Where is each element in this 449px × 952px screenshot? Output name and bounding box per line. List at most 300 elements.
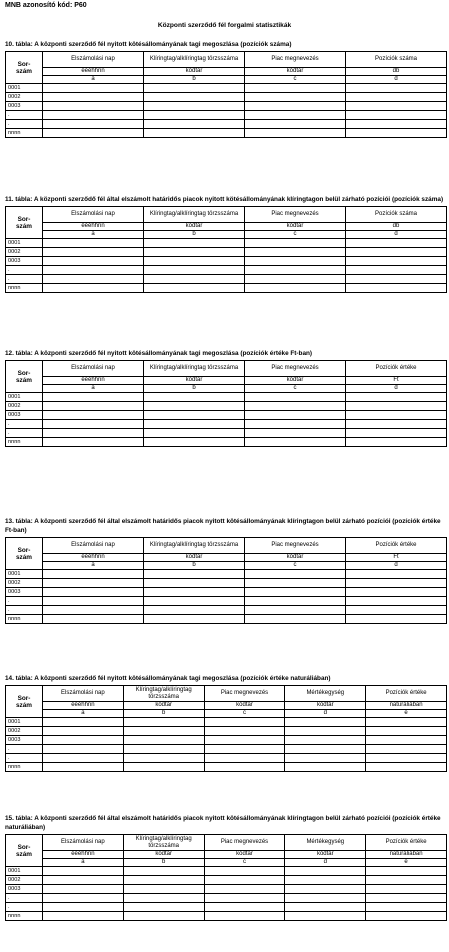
data-cell (43, 718, 124, 727)
data-cell (144, 284, 245, 293)
data-cell (366, 894, 447, 903)
data-cell (366, 876, 447, 885)
data-cell (43, 579, 144, 588)
row-number: . (6, 606, 43, 615)
data-cell (43, 903, 124, 912)
column-letter: a (43, 76, 144, 84)
data-cell (346, 239, 447, 248)
data-cell (346, 266, 447, 275)
column-type: kódtár (285, 702, 366, 710)
table-section-13 (5, 517, 445, 624)
column-letter: c (245, 385, 346, 393)
data-cell (346, 129, 447, 138)
column-header: Pozíciók értéke (366, 835, 447, 851)
data-cell (123, 754, 204, 763)
table-row (6, 727, 447, 736)
data-cell (245, 570, 346, 579)
data-cell (346, 429, 447, 438)
column-letter: d (346, 562, 447, 570)
column-type: kódtár (144, 68, 245, 76)
column-type: kódtár (204, 851, 285, 859)
data-cell (346, 420, 447, 429)
row-number: 0003 (6, 102, 43, 111)
data-cell (43, 84, 144, 93)
row-number: . (6, 745, 43, 754)
data-cell (245, 579, 346, 588)
table-section-14 (5, 674, 445, 772)
data-cell (366, 903, 447, 912)
data-table (5, 834, 447, 921)
sorszam-bottom: szám (16, 376, 32, 384)
table-section-11 (5, 195, 445, 293)
data-cell (204, 763, 285, 772)
data-cell (245, 606, 346, 615)
column-letter: a (43, 562, 144, 570)
data-cell (123, 763, 204, 772)
row-number: nnnn (6, 615, 43, 624)
column-letter: e (366, 710, 447, 718)
table-row (6, 275, 447, 284)
data-cell (43, 429, 144, 438)
column-header: Piac megnevezés (245, 538, 346, 554)
data-table (5, 360, 447, 447)
data-cell (43, 588, 144, 597)
data-cell (144, 597, 245, 606)
row-number: 0002 (6, 727, 43, 736)
table-row (6, 438, 447, 447)
column-letter: d (346, 385, 447, 393)
main-title: Központi szerződő fél forgalmi statisztikák (157, 22, 292, 29)
sorszam-bottom: szám (16, 701, 32, 709)
column-type: naturáliában (366, 702, 447, 710)
table-row (6, 867, 447, 876)
data-cell (366, 745, 447, 754)
data-cell (245, 248, 346, 257)
data-cell (43, 736, 124, 745)
table-row (6, 903, 447, 912)
row-number: . (6, 894, 43, 903)
row-number: 0003 (6, 885, 43, 894)
data-cell (346, 615, 447, 624)
table-section-12 (5, 349, 445, 447)
column-letter: a (43, 710, 124, 718)
data-cell (43, 570, 144, 579)
column-letter: c (245, 76, 346, 84)
data-cell (285, 763, 366, 772)
row-number: . (6, 120, 43, 129)
column-letter: c (204, 859, 285, 867)
column-letter: c (245, 231, 346, 239)
sorszam-header (6, 835, 43, 867)
data-table (5, 51, 447, 138)
data-cell (245, 257, 346, 266)
column-type: kódtár (144, 223, 245, 231)
data-cell (346, 93, 447, 102)
data-cell (123, 718, 204, 727)
data-cell (245, 120, 346, 129)
column-header: Elszámolási nap (43, 686, 124, 702)
column-letter: b (144, 76, 245, 84)
column-header: Piac megnevezés (245, 52, 346, 68)
row-number: . (6, 597, 43, 606)
data-cell (204, 718, 285, 727)
column-header: Pozíciók értéke (366, 686, 447, 702)
sorszam-header (6, 207, 43, 239)
table-row (6, 736, 447, 745)
data-cell (285, 736, 366, 745)
table-row (6, 120, 447, 129)
column-type: kódtár (123, 851, 204, 859)
column-letter: d (346, 231, 447, 239)
column-letter: a (43, 859, 124, 867)
column-type: naturáliában (366, 851, 447, 859)
data-table (5, 537, 447, 624)
data-table (5, 685, 447, 772)
data-cell (123, 885, 204, 894)
data-cell (204, 876, 285, 885)
table-row (6, 429, 447, 438)
table-row (6, 912, 447, 921)
sorszam-header (6, 686, 43, 718)
data-cell (285, 894, 366, 903)
data-cell (245, 588, 346, 597)
data-cell (43, 438, 144, 447)
table-row (6, 84, 447, 93)
data-cell (43, 248, 144, 257)
table-row (6, 763, 447, 772)
sorszam-top: Sor- (17, 215, 31, 223)
data-cell (43, 420, 144, 429)
data-cell (245, 129, 346, 138)
column-header: Elszámolási nap (43, 207, 144, 223)
data-cell (245, 266, 346, 275)
row-number: nnnn (6, 763, 43, 772)
row-number: . (6, 754, 43, 763)
column-type: kódtár (245, 223, 346, 231)
data-cell (43, 239, 144, 248)
data-cell (346, 120, 447, 129)
data-cell (346, 84, 447, 93)
column-header: Elszámolási nap (43, 52, 144, 68)
data-cell (43, 257, 144, 266)
data-cell (204, 867, 285, 876)
column-type: éééhhnn (43, 554, 144, 562)
data-cell (144, 275, 245, 284)
data-cell (43, 393, 144, 402)
data-cell (285, 718, 366, 727)
row-number: nnnn (6, 438, 43, 447)
column-header: Piac megnevezés (204, 686, 285, 702)
data-cell (123, 894, 204, 903)
row-number: . (6, 420, 43, 429)
sorszam-bottom: szám (16, 850, 32, 858)
data-cell (43, 93, 144, 102)
data-cell (144, 257, 245, 266)
data-cell (144, 429, 245, 438)
table-caption: 10. tábla: A központi szerződő fél nyitott kötésállományának tagi megoszlása (pozíciók száma) (5, 41, 292, 48)
column-letter: b (123, 859, 204, 867)
table-section-15 (5, 814, 445, 921)
column-header: Pozíciók értéke (346, 361, 447, 377)
table-row (6, 597, 447, 606)
data-cell (285, 885, 366, 894)
column-header: Mértékegység (285, 686, 366, 702)
table-row (6, 606, 447, 615)
data-table (5, 206, 447, 293)
data-cell (123, 727, 204, 736)
data-cell (144, 588, 245, 597)
column-letter: a (43, 231, 144, 239)
row-number: nnnn (6, 129, 43, 138)
data-cell (245, 84, 346, 93)
column-letter: b (144, 562, 245, 570)
column-type: éééhhnn (43, 377, 144, 385)
row-number: nnnn (6, 284, 43, 293)
column-header: Piac megnevezés (204, 835, 285, 851)
column-type: db (346, 223, 447, 231)
table-row (6, 266, 447, 275)
data-cell (366, 763, 447, 772)
data-cell (346, 275, 447, 284)
data-cell (144, 248, 245, 257)
table-row (6, 894, 447, 903)
column-header: Mértékegység (285, 835, 366, 851)
data-cell (285, 727, 366, 736)
row-number: 0001 (6, 867, 43, 876)
row-number: . (6, 275, 43, 284)
data-cell (144, 402, 245, 411)
column-header: Elszámolási nap (43, 835, 124, 851)
data-cell (43, 867, 124, 876)
row-number: 0002 (6, 402, 43, 411)
column-header: Klíringtag/alklíringtag törzsszáma (144, 538, 245, 554)
column-type: db (346, 68, 447, 76)
data-cell (346, 402, 447, 411)
data-cell (346, 579, 447, 588)
sorszam-top: Sor- (17, 843, 31, 851)
data-cell (204, 885, 285, 894)
table-row (6, 876, 447, 885)
data-cell (123, 745, 204, 754)
table-row (6, 102, 447, 111)
data-cell (123, 912, 204, 921)
data-cell (43, 129, 144, 138)
column-header: Piac megnevezés (245, 361, 346, 377)
data-cell (43, 120, 144, 129)
data-cell (346, 606, 447, 615)
row-number: 0003 (6, 411, 43, 420)
table-row (6, 93, 447, 102)
data-cell (204, 894, 285, 903)
data-cell (245, 411, 346, 420)
data-cell (245, 93, 346, 102)
data-cell (43, 411, 144, 420)
row-number: 0002 (6, 93, 43, 102)
data-cell (43, 754, 124, 763)
table-caption: 12. tábla: A központi szerződő fél nyitott kötésállományának tagi megoszlása (pozíciók értéke Ft-ban) (5, 350, 313, 357)
data-cell (43, 763, 124, 772)
data-cell (346, 438, 447, 447)
row-number: . (6, 111, 43, 120)
column-header: Elszámolási nap (43, 361, 144, 377)
data-cell (366, 912, 447, 921)
data-cell (43, 745, 124, 754)
data-cell (285, 754, 366, 763)
row-number: . (6, 266, 43, 275)
table-row (6, 248, 447, 257)
data-cell (43, 894, 124, 903)
sorszam-bottom: szám (16, 67, 32, 75)
table-row (6, 111, 447, 120)
data-cell (245, 284, 346, 293)
data-cell (144, 393, 245, 402)
table-row (6, 579, 447, 588)
data-cell (144, 84, 245, 93)
table-row (6, 284, 447, 293)
sorszam-top: Sor- (17, 369, 31, 377)
data-cell (43, 727, 124, 736)
data-cell (123, 903, 204, 912)
column-header: Elszámolási nap (43, 538, 144, 554)
data-cell (144, 438, 245, 447)
data-cell (123, 867, 204, 876)
column-header: Klíringtag/alklíringtag törzsszáma (144, 52, 245, 68)
data-cell (366, 885, 447, 894)
data-cell (285, 903, 366, 912)
row-number: 0003 (6, 736, 43, 745)
data-cell (144, 579, 245, 588)
table-row (6, 885, 447, 894)
table-section-10 (5, 40, 445, 138)
row-number: 0003 (6, 257, 43, 266)
row-number: 0002 (6, 876, 43, 885)
row-number: 0001 (6, 718, 43, 727)
mnb-code: MNB azonosító kód: P60 (5, 2, 87, 9)
table-row (6, 239, 447, 248)
data-cell (245, 111, 346, 120)
column-letter: b (144, 231, 245, 239)
data-cell (346, 102, 447, 111)
column-header: Piac megnevezés (245, 207, 346, 223)
data-cell (245, 597, 346, 606)
data-cell (43, 275, 144, 284)
data-cell (245, 275, 346, 284)
sorszam-top: Sor- (17, 60, 31, 68)
column-type: kódtár (144, 554, 245, 562)
table-row (6, 257, 447, 266)
data-cell (43, 885, 124, 894)
data-cell (366, 727, 447, 736)
data-cell (144, 606, 245, 615)
sorszam-header (6, 52, 43, 84)
column-type: Ft (346, 554, 447, 562)
data-cell (204, 754, 285, 763)
table-caption: 14. tábla: A központi szerződő fél nyitott kötésállományának tagi megoszlása (pozíciók értéke naturáliában) (5, 675, 331, 682)
data-cell (245, 438, 346, 447)
column-type: éééhhnn (43, 702, 124, 710)
data-cell (43, 111, 144, 120)
table-caption: 15. tábla: A központi szerződő fél által elszámolt határidős piacok nyitott kötésállományának klíringtagon belül zárható pozíciói (pozíciók értéke naturáliában) (5, 815, 441, 831)
data-cell (43, 102, 144, 111)
row-number: 0002 (6, 248, 43, 257)
sorszam-top: Sor- (17, 546, 31, 554)
column-letter: e (366, 859, 447, 867)
column-letter: d (346, 76, 447, 84)
column-letter: a (43, 385, 144, 393)
table-row (6, 420, 447, 429)
data-cell (285, 912, 366, 921)
sorszam-header (6, 361, 43, 393)
data-cell (144, 111, 245, 120)
sorszam-top: Sor- (17, 694, 31, 702)
row-number: 0001 (6, 393, 43, 402)
data-cell (144, 420, 245, 429)
data-cell (285, 876, 366, 885)
column-header: Klíringtag/alklíringtag törzsszáma (144, 361, 245, 377)
column-letter: b (123, 710, 204, 718)
data-cell (346, 111, 447, 120)
row-number: 0001 (6, 570, 43, 579)
column-letter: b (144, 385, 245, 393)
data-cell (43, 606, 144, 615)
table-row (6, 393, 447, 402)
data-cell (144, 411, 245, 420)
data-cell (43, 266, 144, 275)
data-cell (144, 102, 245, 111)
data-cell (204, 912, 285, 921)
data-cell (245, 102, 346, 111)
data-cell (245, 420, 346, 429)
table-row (6, 615, 447, 624)
data-cell (204, 903, 285, 912)
data-cell (43, 615, 144, 624)
data-cell (366, 754, 447, 763)
data-cell (144, 129, 245, 138)
table-row (6, 402, 447, 411)
data-cell (346, 257, 447, 266)
column-type: éééhhnn (43, 223, 144, 231)
sorszam-bottom: szám (16, 222, 32, 230)
row-number: . (6, 429, 43, 438)
data-cell (346, 248, 447, 257)
data-cell (43, 402, 144, 411)
table-caption: 13. tábla: A központi szerződő fél által elszámolt határidős piacok nyitott kötésállományának klíringtagon belül zárható pozíciói (pozíciók értéke Ft-ban) (5, 518, 441, 534)
row-number: . (6, 903, 43, 912)
table-row (6, 754, 447, 763)
data-cell (366, 718, 447, 727)
column-type: éééhhnn (43, 68, 144, 76)
column-header: Pozíciók száma (346, 52, 447, 68)
data-cell (346, 411, 447, 420)
data-cell (245, 393, 346, 402)
data-cell (144, 120, 245, 129)
data-cell (144, 615, 245, 624)
data-cell (204, 727, 285, 736)
data-cell (245, 615, 346, 624)
column-letter: c (245, 562, 346, 570)
column-type: kódtár (204, 702, 285, 710)
data-cell (123, 876, 204, 885)
data-cell (346, 284, 447, 293)
table-row (6, 129, 447, 138)
row-number: nnnn (6, 912, 43, 921)
data-cell (366, 867, 447, 876)
data-cell (144, 266, 245, 275)
data-cell (204, 745, 285, 754)
sorszam-header (6, 538, 43, 570)
data-cell (43, 284, 144, 293)
column-header: Pozíciók értéke (346, 538, 447, 554)
